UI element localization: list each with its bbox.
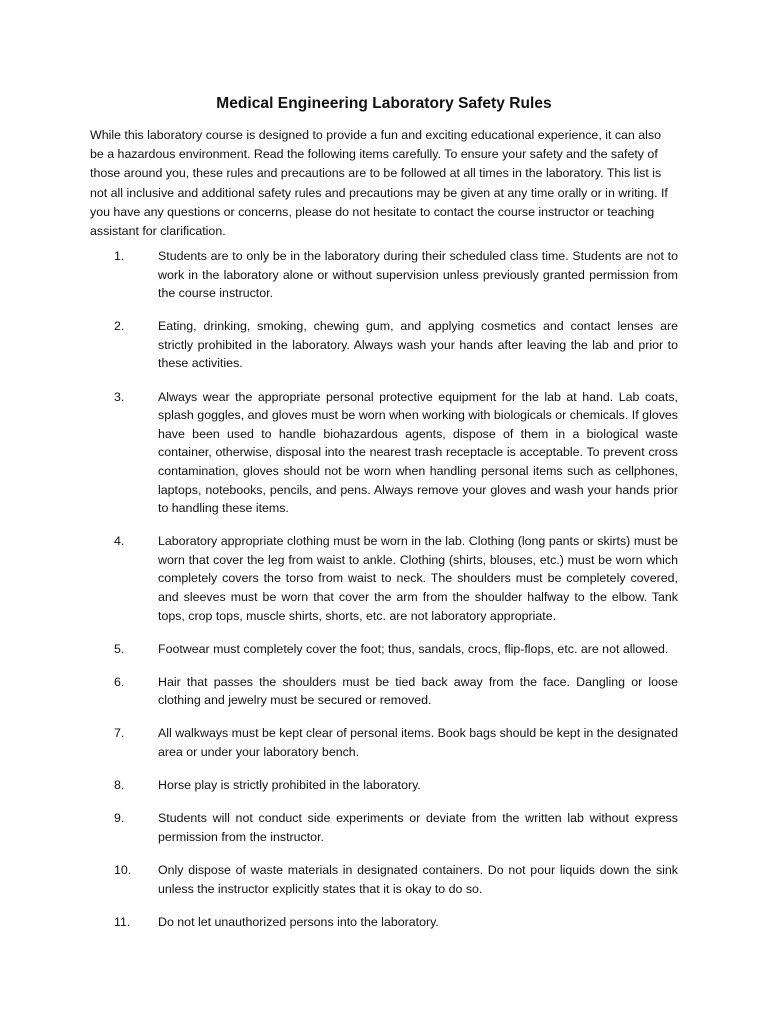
rule-number: 7. [114,726,125,741]
rule-item [90,640,678,659]
rule-text: Hair that passes the shoulders must be tied back away from the face. Dangling or loose clothing and jewelry must be secured or removed. [158,674,678,708]
rule-text: Footwear must completely cover the foot; thus, sandals, crocs, flip-flops, etc. are not allowed. [158,641,669,656]
rule-item [90,673,678,710]
intro-paragraph: While this laboratory course is designed to provide a fun and exciting educational experience, it can also be a hazardous environment. Read the following items carefully. To ensure your safety and the safety of those around you, these rules and precautions are to be followed at all times in the laboratory. This list is not all inclusive and additional safety rules and precautions may be given at any time orally or in writing. If you have any questions or concerns, please do not hesitate to contact the course instructor or teaching assistant for clarification. [90,128,668,239]
rule-number: 8. [114,778,125,793]
rule-number: 5. [114,641,125,656]
rule-number: 9. [114,811,125,826]
rule-item [90,532,678,625]
rule-number: 2. [114,319,125,334]
rules-list [90,247,678,946]
rule-item [90,724,678,761]
rule-number: 11. [114,914,131,929]
rule-number: 6. [114,674,125,689]
rule-number: 3. [114,389,125,404]
page-title: Medical Engineering Laboratory Safety Rules [216,95,552,112]
rule-text: Horse play is strictly prohibited in the laboratory. [158,778,421,793]
rule-text: Do not let unauthorized persons into the laboratory. [158,914,439,929]
rule-item [90,809,678,846]
rule-text: Eating, drinking, smoking, chewing gum, and applying cosmetics and contact lenses are strictly prohibited in the laboratory. Always wash your hands after leaving the lab and prior to these activities. [158,319,678,371]
rule-text: Students will not conduct side experiments or deviate from the written lab without express permission from the instructor. [158,811,678,844]
rule-text: Laboratory appropriate clothing must be worn in the lab. Clothing (long pants or skirts) must be worn that cover the leg from waist to ankle. Clothing (shirts, blouses, etc.) must be worn which completely covers the torso from waist to neck. The shoulders must be completely covered, and sleeves must be worn that cover the arm from the shoulder halfway to the elbow. Tank tops, crop tops, muscle shirts, shorts, etc. are not laboratory appropriate. [158,534,678,623]
rule-text: Only dispose of waste materials in designated containers. Do not pour liquids down the sink unless the instructor explicitly states that it is okay to do so. [158,862,678,896]
rule-item [90,861,678,898]
rule-item [90,247,678,303]
rule-item [90,317,678,373]
rule-text: Students are to only be in the laboratory during their scheduled class time. Students are not to work in the laboratory alone or without supervision unless previously granted permission from the course instructor. [158,249,678,301]
rule-text: All walkways must be kept clear of personal items. Book bags should be kept in the designated area or under your laboratory bench. [158,726,679,760]
rule-item [90,776,678,795]
rule-number: 1. [114,249,125,263]
rule-text: Always wear the appropriate personal protective equipment for the lab at hand. Lab coats, splash goggles, and gloves must be worn when working with biologicals or chemicals. If gloves have been used to handle biohazardous agents, dispose of them in a biological waste container, otherwise, disposal into the nearest trash receptacle is acceptable. To prevent cross contamination, gloves should not be worn when handling personal items such as cellphones, laptops, notebooks, pencils, and pens. Always remove your gloves and wash your hands prior to handling these items. [158,389,678,516]
rule-number: 10. [114,862,132,877]
rule-item [90,913,678,932]
rule-number: 4. [114,534,125,549]
rule-item [90,388,678,518]
